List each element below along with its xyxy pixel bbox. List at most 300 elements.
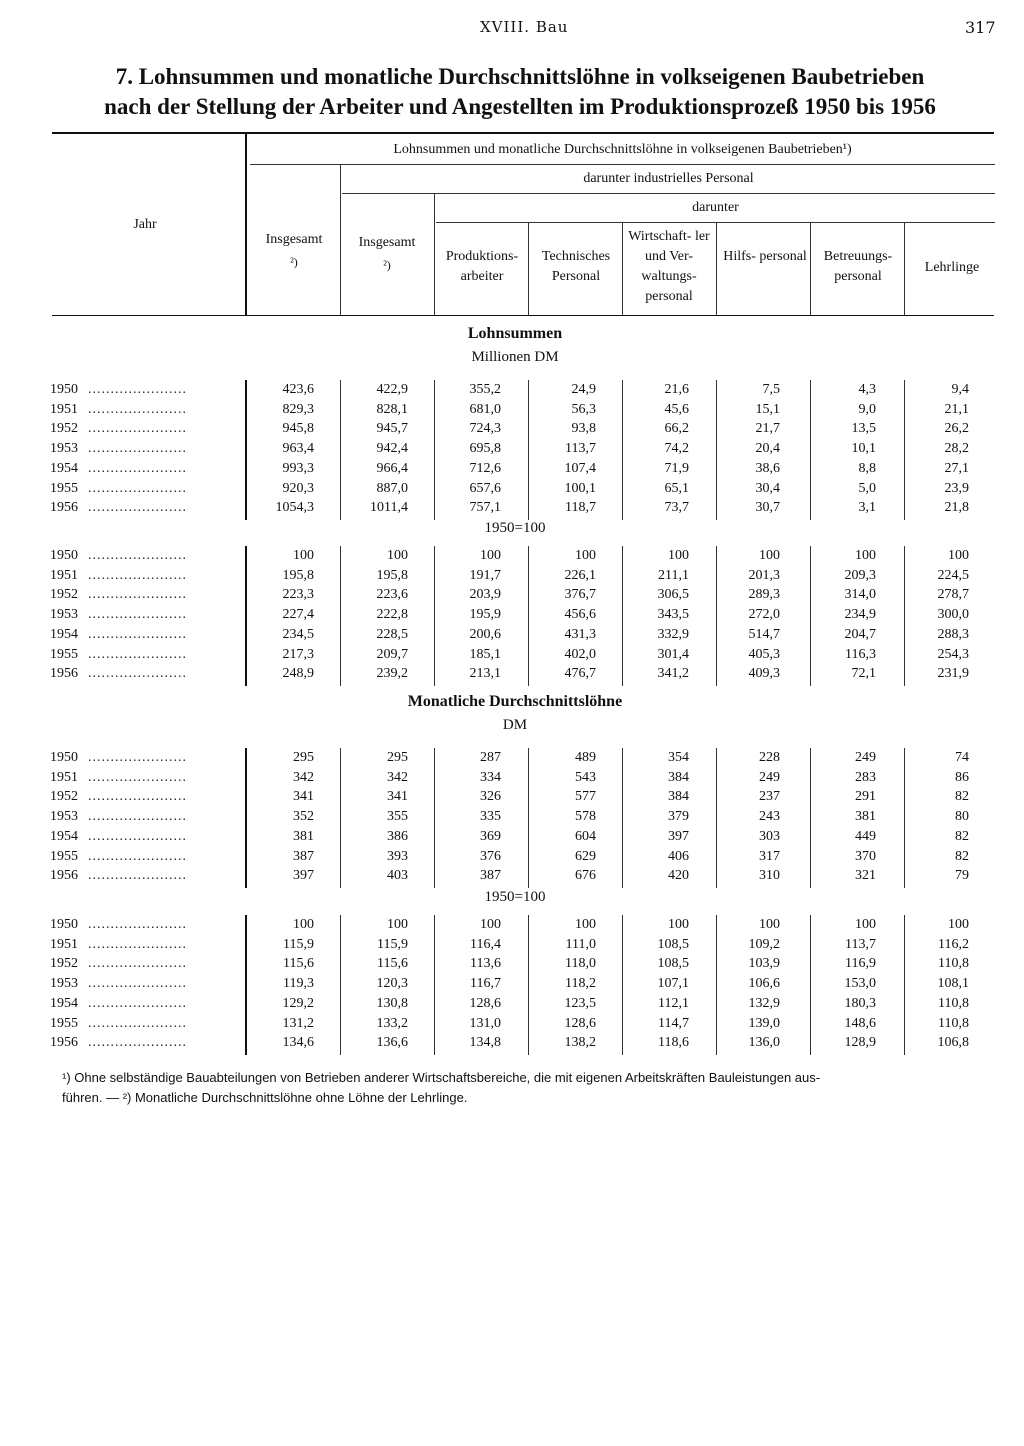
dot-leader: ...................... — [88, 828, 187, 844]
table-cell: 116,4 — [470, 936, 501, 952]
table-cell: 9,4 — [951, 382, 969, 397]
table-title-line-1: 7. Lohnsummen und monatliche Durchschnittslöhne in volkseigenen Baubetrieben — [115, 64, 925, 89]
table-cell: 724,3 — [469, 421, 501, 437]
row-year: 1954 — [50, 460, 78, 476]
table-cell: 449 — [855, 828, 876, 844]
table-cell: 213,1 — [469, 666, 501, 682]
dot-leader: ...................... — [88, 809, 187, 825]
row-year: 1953 — [50, 809, 78, 825]
table-cell: 118,6 — [658, 1035, 689, 1051]
table-cell: 4,3 — [858, 382, 876, 397]
table-cell: 332,9 — [657, 626, 689, 642]
table-cell: 116,9 — [845, 956, 876, 972]
table-cell: 243 — [759, 809, 780, 825]
header-divider-2 — [434, 194, 435, 315]
table-cell: 341,2 — [657, 666, 689, 682]
header-darunter: darunter — [692, 200, 739, 215]
table-cell: 335 — [480, 809, 501, 825]
table-cell: 201,3 — [748, 567, 780, 583]
column-divider — [245, 546, 247, 686]
table-cell: 100 — [668, 548, 689, 563]
table-cell: 397 — [293, 868, 314, 884]
table-cell: 80 — [955, 809, 969, 825]
table-cell: 376 — [480, 848, 501, 864]
column-divider — [810, 748, 811, 888]
dot-leader: ...................... — [88, 441, 187, 457]
table-cell: 352 — [293, 809, 314, 825]
table-cell: 370 — [855, 848, 876, 864]
table-cell: 109,2 — [748, 936, 780, 952]
table-cell: 195,8 — [376, 567, 408, 583]
table-row — [0, 627, 1024, 647]
column-divider — [904, 380, 905, 520]
table-cell: 108,5 — [657, 936, 689, 952]
row-year: 1950 — [50, 917, 78, 932]
table-row — [0, 382, 1024, 402]
section-unit: 1950=100 — [484, 520, 546, 536]
table-cell: 110,8 — [938, 1015, 969, 1031]
table-row — [0, 956, 1024, 976]
dot-leader: ...................... — [88, 995, 187, 1011]
table-cell: 93,8 — [571, 421, 596, 437]
table-row — [0, 461, 1024, 481]
column-divider — [528, 748, 529, 888]
table-cell: 21,7 — [755, 421, 780, 437]
table-row — [0, 789, 1024, 809]
column-divider — [716, 546, 717, 686]
table-cell: 195,8 — [282, 567, 314, 583]
table-cell: 128,9 — [844, 1035, 876, 1051]
table-cell: 406 — [668, 848, 689, 864]
table-cell: 114,7 — [658, 1015, 689, 1031]
header-rule-2 — [342, 193, 995, 194]
table-cell: 341 — [387, 789, 408, 805]
dot-leader: ...................... — [88, 956, 187, 972]
table-cell: 100 — [575, 917, 596, 932]
table-cell: 211,1 — [658, 567, 689, 583]
table-cell: 131,2 — [282, 1015, 314, 1031]
table-cell: 116,2 — [938, 936, 969, 952]
table-cell: 129,2 — [282, 995, 314, 1011]
column-divider — [434, 546, 435, 686]
header-hilfspersonal: Hilfs- personal — [723, 249, 807, 264]
table-cell: 82 — [955, 789, 969, 805]
table-cell: 222,8 — [376, 607, 408, 623]
table-cell: 195,9 — [469, 607, 501, 623]
header-divider-5 — [716, 223, 717, 315]
table-cell: 945,7 — [376, 421, 408, 437]
header-produktionsarbeiter: Produktions- arbeiter — [445, 249, 519, 284]
table-cell: 476,7 — [564, 666, 596, 682]
table-cell: 28,2 — [944, 441, 969, 457]
table-cell: 342 — [387, 769, 408, 785]
table-cell: 993,3 — [282, 460, 314, 476]
table-cell: 74 — [955, 750, 969, 765]
row-year: 1954 — [50, 995, 78, 1011]
table-cell: 30,7 — [755, 500, 780, 516]
row-year: 1955 — [50, 646, 78, 662]
table-cell: 288,3 — [937, 626, 969, 642]
column-divider — [340, 748, 341, 888]
table-cell: 82 — [955, 828, 969, 844]
section-unit: DM — [502, 717, 528, 733]
table-cell: 3,1 — [858, 500, 876, 516]
table-top-rule — [52, 132, 994, 134]
table-cell: 514,7 — [748, 626, 780, 642]
table-cell: 13,5 — [851, 421, 876, 437]
table-row — [0, 402, 1024, 422]
header-divider-4 — [622, 223, 623, 315]
table-cell: 397 — [668, 828, 689, 844]
footnotes — [62, 1068, 962, 1108]
table-cell: 116,7 — [470, 976, 501, 992]
table-cell: 942,4 — [376, 441, 408, 457]
table-cell: 254,3 — [937, 646, 969, 662]
header-wirtschaftler: Wirtschaft- ler und Ver- waltungs- personal — [628, 229, 710, 304]
table-row — [0, 441, 1024, 461]
page-number: 317 — [965, 18, 996, 37]
table-cell: 118,2 — [565, 976, 596, 992]
table-cell: 56,3 — [571, 401, 596, 417]
table-cell: 113,6 — [470, 956, 501, 972]
table-cell: 110,8 — [938, 956, 969, 972]
table-cell: 82 — [955, 848, 969, 864]
section-title: Monatliche Durchschnittslöhne — [407, 693, 623, 710]
table-cell: 112,1 — [658, 995, 689, 1011]
table-cell: 100 — [759, 548, 780, 563]
table-cell: 100 — [855, 917, 876, 932]
row-year: 1955 — [50, 848, 78, 864]
column-divider — [622, 748, 623, 888]
header-top-label: Lohnsummen und monatliche Durchschnittslöhne in volkseigenen Baubetrieben¹) — [393, 142, 852, 157]
dot-leader: ...................... — [88, 401, 187, 417]
dot-leader: ...................... — [88, 666, 187, 682]
dot-leader: ...................... — [88, 789, 187, 805]
table-cell: 136,6 — [376, 1035, 408, 1051]
column-divider — [340, 546, 341, 686]
table-cell: 543 — [575, 769, 596, 785]
table-cell: 422,9 — [376, 382, 408, 397]
section-unit: 1950=100 — [484, 889, 546, 905]
table-cell: 10,1 — [851, 441, 876, 457]
table-cell: 712,6 — [469, 460, 501, 476]
table-cell: 139,0 — [748, 1015, 780, 1031]
dot-leader: ...................... — [88, 607, 187, 623]
table-cell: 343,5 — [657, 607, 689, 623]
header-divider-1 — [340, 165, 341, 315]
column-divider — [245, 748, 247, 888]
dot-leader: ...................... — [88, 976, 187, 992]
table-cell: 226,1 — [564, 567, 596, 583]
table-cell: 386 — [387, 828, 408, 844]
table-cell: 115,9 — [377, 936, 408, 952]
table-cell: 100 — [668, 917, 689, 932]
table-cell: 604 — [575, 828, 596, 844]
dot-leader: ...................... — [88, 548, 187, 563]
column-divider — [434, 380, 435, 520]
table-cell: 757,1 — [469, 500, 501, 516]
column-divider — [622, 546, 623, 686]
column-divider — [810, 546, 811, 686]
row-year: 1951 — [50, 769, 78, 785]
table-title — [40, 62, 1000, 122]
table-cell: 228,5 — [376, 626, 408, 642]
table-cell: 239,2 — [376, 666, 408, 682]
table-cell: 26,2 — [944, 421, 969, 437]
column-divider — [245, 380, 247, 520]
table-cell: 342 — [293, 769, 314, 785]
row-year: 1952 — [50, 789, 78, 805]
dot-leader: ...................... — [88, 868, 187, 884]
table-row — [0, 607, 1024, 627]
table-title-line-2: nach der Stellung der Arbeiter und Angestellten im Produktionsprozeß 1950 bis 1956 — [104, 94, 936, 119]
table-cell: 106,6 — [748, 976, 780, 992]
table-cell: 387 — [480, 868, 501, 884]
table-cell: 131,0 — [469, 1015, 501, 1031]
table-cell: 203,9 — [469, 587, 501, 603]
table-cell: 384 — [668, 769, 689, 785]
table-cell: 303 — [759, 828, 780, 844]
table-cell: 45,6 — [664, 401, 689, 417]
table-row — [0, 548, 1024, 568]
table-cell: 153,0 — [844, 976, 876, 992]
table-cell: 287 — [480, 750, 501, 765]
table-row — [0, 481, 1024, 501]
dot-leader: ...................... — [88, 769, 187, 785]
table-cell: 393 — [387, 848, 408, 864]
table-cell: 27,1 — [944, 460, 969, 476]
row-year: 1952 — [50, 956, 78, 972]
table-cell: 227,4 — [282, 607, 314, 623]
table-cell: 300,0 — [937, 607, 969, 623]
table-cell: 283 — [855, 769, 876, 785]
table-cell: 134,6 — [282, 1035, 314, 1051]
column-divider — [434, 915, 435, 1055]
table-cell: 185,1 — [469, 646, 501, 662]
section-title: Lohnsummen — [467, 325, 563, 342]
table-cell: 74,2 — [664, 441, 689, 457]
dot-leader: ...................... — [88, 646, 187, 662]
table-cell: 381 — [293, 828, 314, 844]
table-cell: 123,5 — [564, 995, 596, 1011]
table-cell: 695,8 — [469, 441, 501, 457]
table-cell: 577 — [575, 789, 596, 805]
table-cell: 489 — [575, 750, 596, 765]
header-divider-3 — [528, 223, 529, 315]
dot-leader: ...................... — [88, 587, 187, 603]
header-bottom-rule — [52, 315, 994, 316]
table-cell: 681,0 — [469, 401, 501, 417]
table-cell: 657,6 — [469, 480, 501, 496]
column-divider — [716, 748, 717, 888]
dot-leader: ...................... — [88, 500, 187, 516]
table-cell: 120,3 — [376, 976, 408, 992]
dot-leader: ...................... — [88, 382, 187, 397]
table-cell: 128,6 — [469, 995, 501, 1011]
table-row — [0, 996, 1024, 1016]
table-cell: 71,9 — [664, 460, 689, 476]
table-row — [0, 666, 1024, 686]
table-row — [0, 849, 1024, 869]
table-cell: 420 — [668, 868, 689, 884]
row-year: 1950 — [50, 750, 78, 765]
table-cell: 20,4 — [755, 441, 780, 457]
table-cell: 355 — [387, 809, 408, 825]
table-cell: 130,8 — [376, 995, 408, 1011]
table-row — [0, 500, 1024, 520]
table-cell: 423,6 — [282, 382, 314, 397]
table-cell: 578 — [575, 809, 596, 825]
table-cell: 100 — [480, 548, 501, 563]
table-cell: 73,7 — [664, 500, 689, 516]
table-cell: 23,9 — [944, 480, 969, 496]
table-cell: 116,3 — [845, 646, 876, 662]
header-year: Jahr — [133, 217, 157, 232]
table-cell: 100 — [387, 548, 408, 563]
dot-leader: ...................... — [88, 1035, 187, 1051]
table-cell: 21,8 — [944, 500, 969, 516]
footnote-1: ¹) Ohne selbständige Bauabteilungen von Betrieben anderer Wirtschaftsbereiche, die mit eigenen Arbeitskräften Bauleistungen aus- — [62, 1070, 821, 1085]
table-cell: 128,6 — [564, 1015, 596, 1031]
row-year: 1956 — [50, 1035, 78, 1051]
column-divider — [904, 546, 905, 686]
column-divider — [904, 915, 905, 1055]
header-lehrlinge: Lehrlinge — [924, 260, 980, 275]
table-cell: 676 — [575, 868, 596, 884]
table-cell: 295 — [387, 750, 408, 765]
table-cell: 234,9 — [844, 607, 876, 623]
column-divider — [528, 380, 529, 520]
table-cell: 100 — [948, 917, 969, 932]
table-cell: 180,3 — [844, 995, 876, 1011]
column-divider — [716, 380, 717, 520]
table-cell: 966,4 — [376, 460, 408, 476]
row-year: 1956 — [50, 500, 78, 516]
row-year: 1955 — [50, 480, 78, 496]
column-divider — [716, 915, 717, 1055]
table-cell: 9,0 — [858, 401, 876, 417]
table-cell: 100,1 — [564, 480, 596, 496]
table-cell: 369 — [480, 828, 501, 844]
table-cell: 828,1 — [376, 401, 408, 417]
table-cell: 224,5 — [937, 567, 969, 583]
dot-leader: ...................... — [88, 480, 187, 496]
table-cell: 118,7 — [565, 500, 596, 516]
dot-leader: ...................... — [88, 917, 187, 932]
row-year: 1953 — [50, 441, 78, 457]
table-cell: 38,6 — [755, 460, 780, 476]
table-cell: 409,3 — [748, 666, 780, 682]
table-cell: 86 — [955, 769, 969, 785]
row-year: 1952 — [50, 587, 78, 603]
table-cell: 110,8 — [938, 995, 969, 1011]
table-cell: 100 — [480, 917, 501, 932]
section-unit: Millionen DM — [471, 349, 559, 365]
row-year: 1951 — [50, 567, 78, 583]
header-divider-year — [245, 133, 247, 315]
table-cell: 108,1 — [937, 976, 969, 992]
table-cell: 355,2 — [469, 382, 501, 397]
row-year: 1956 — [50, 666, 78, 682]
table-row — [0, 421, 1024, 441]
dot-leader: ...................... — [88, 936, 187, 952]
dot-leader: ...................... — [88, 460, 187, 476]
column-divider — [340, 915, 341, 1055]
column-divider — [810, 915, 811, 1055]
table-cell: 945,8 — [282, 421, 314, 437]
dot-leader: ...................... — [88, 567, 187, 583]
table-cell: 249 — [855, 750, 876, 765]
row-year: 1953 — [50, 607, 78, 623]
table-cell: 317 — [759, 848, 780, 864]
table-row — [0, 829, 1024, 849]
table-cell: 963,4 — [282, 441, 314, 457]
table-row — [0, 868, 1024, 888]
dot-leader: ...................... — [88, 421, 187, 437]
table-cell: 106,8 — [937, 1035, 969, 1051]
table-cell: 103,9 — [748, 956, 780, 972]
table-cell: 384 — [668, 789, 689, 805]
table-row — [0, 587, 1024, 607]
table-row — [0, 647, 1024, 667]
table-cell: 72,1 — [851, 666, 876, 682]
dot-leader: ...................... — [88, 848, 187, 864]
table-cell: 191,7 — [469, 567, 501, 583]
column-divider — [810, 380, 811, 520]
table-cell: 249 — [759, 769, 780, 785]
table-cell: 223,3 — [282, 587, 314, 603]
table-cell: 111,0 — [565, 936, 596, 952]
column-divider — [528, 546, 529, 686]
table-cell: 133,2 — [376, 1015, 408, 1031]
header-darunter-industriell: darunter industrielles Personal — [583, 171, 754, 186]
table-cell: 204,7 — [844, 626, 876, 642]
table-cell: 456,6 — [564, 607, 596, 623]
table-cell: 107,1 — [657, 976, 689, 992]
row-year: 1951 — [50, 936, 78, 952]
table-cell: 30,4 — [755, 480, 780, 496]
table-cell: 234,5 — [282, 626, 314, 642]
table-row — [0, 750, 1024, 770]
table-cell: 920,3 — [282, 480, 314, 496]
header-divider-6 — [810, 223, 811, 315]
header-divider-7 — [904, 223, 905, 315]
table-cell: 21,1 — [944, 401, 969, 417]
table-cell: 79 — [955, 868, 969, 884]
table-cell: 7,5 — [762, 382, 780, 397]
table-cell: 231,9 — [937, 666, 969, 682]
table-cell: 148,6 — [844, 1015, 876, 1031]
table-cell: 1011,4 — [370, 500, 408, 516]
table-cell: 100 — [855, 548, 876, 563]
table-cell: 113,7 — [845, 936, 876, 952]
table-cell: 100 — [575, 548, 596, 563]
header-insgesamt-2-note: ²) — [383, 258, 391, 272]
column-divider — [434, 748, 435, 888]
dot-leader: ...................... — [88, 626, 187, 642]
column-divider — [528, 915, 529, 1055]
table-cell: 321 — [855, 868, 876, 884]
row-year: 1956 — [50, 868, 78, 884]
table-cell: 289,3 — [748, 587, 780, 603]
row-year: 1955 — [50, 1015, 78, 1031]
table-cell: 326 — [480, 789, 501, 805]
table-cell: 1054,3 — [275, 500, 314, 516]
column-divider — [245, 915, 247, 1055]
header-rule-1 — [250, 164, 995, 165]
table-cell: 887,0 — [376, 480, 408, 496]
table-cell: 354 — [668, 750, 689, 765]
